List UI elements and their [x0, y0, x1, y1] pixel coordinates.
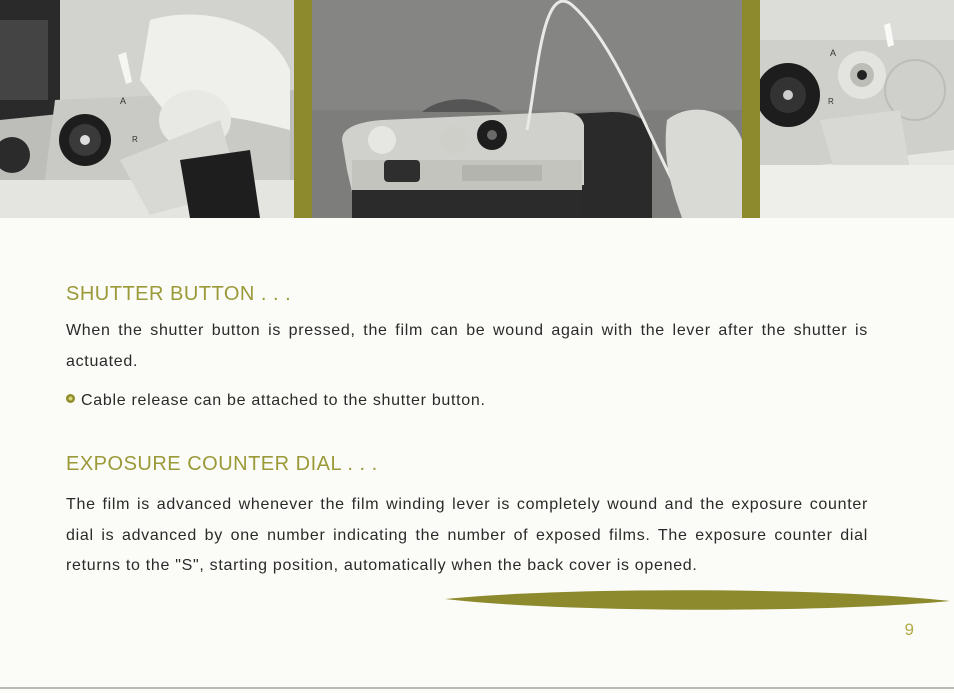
page-bottom-rule	[0, 687, 954, 689]
photo-label-a: A	[120, 96, 127, 106]
section-body-exposure-counter-dial: The film is advanced whenever the film winding lever is completely wound and the exposure counter dial is advanced by one number indicating the number of exposed films. The exposure counter dial returns to the "S", starting position, automatically when the back cover is opened.	[66, 496, 868, 574]
bullet-icon	[66, 394, 75, 403]
photo-strip	[0, 0, 954, 218]
photo-cable-release	[312, 0, 742, 218]
photo-label-a: A	[830, 48, 837, 58]
cable-release-note	[66, 392, 486, 410]
photo-label-r: R	[828, 97, 834, 106]
photo-separator	[294, 0, 312, 218]
page-number: 9	[904, 620, 914, 639]
photo-shutter-button	[0, 0, 294, 218]
photo-separator	[742, 0, 760, 218]
cable-release-note-text: Cable release can be attached to the shutter button.	[81, 392, 486, 409]
section-heading-exposure-counter-dial: EXPOSURE COUNTER DIAL . . .	[66, 453, 378, 475]
decorative-olive-bar	[445, 585, 950, 615]
photo-label-r: R	[132, 135, 138, 144]
section-body-shutter-button: When the shutter button is pressed, the film can be wound again with the lever after the shutter is actuated.	[66, 322, 868, 370]
photo-counter-dial	[760, 0, 954, 218]
section-heading-shutter-button: SHUTTER BUTTON . . .	[66, 283, 292, 305]
